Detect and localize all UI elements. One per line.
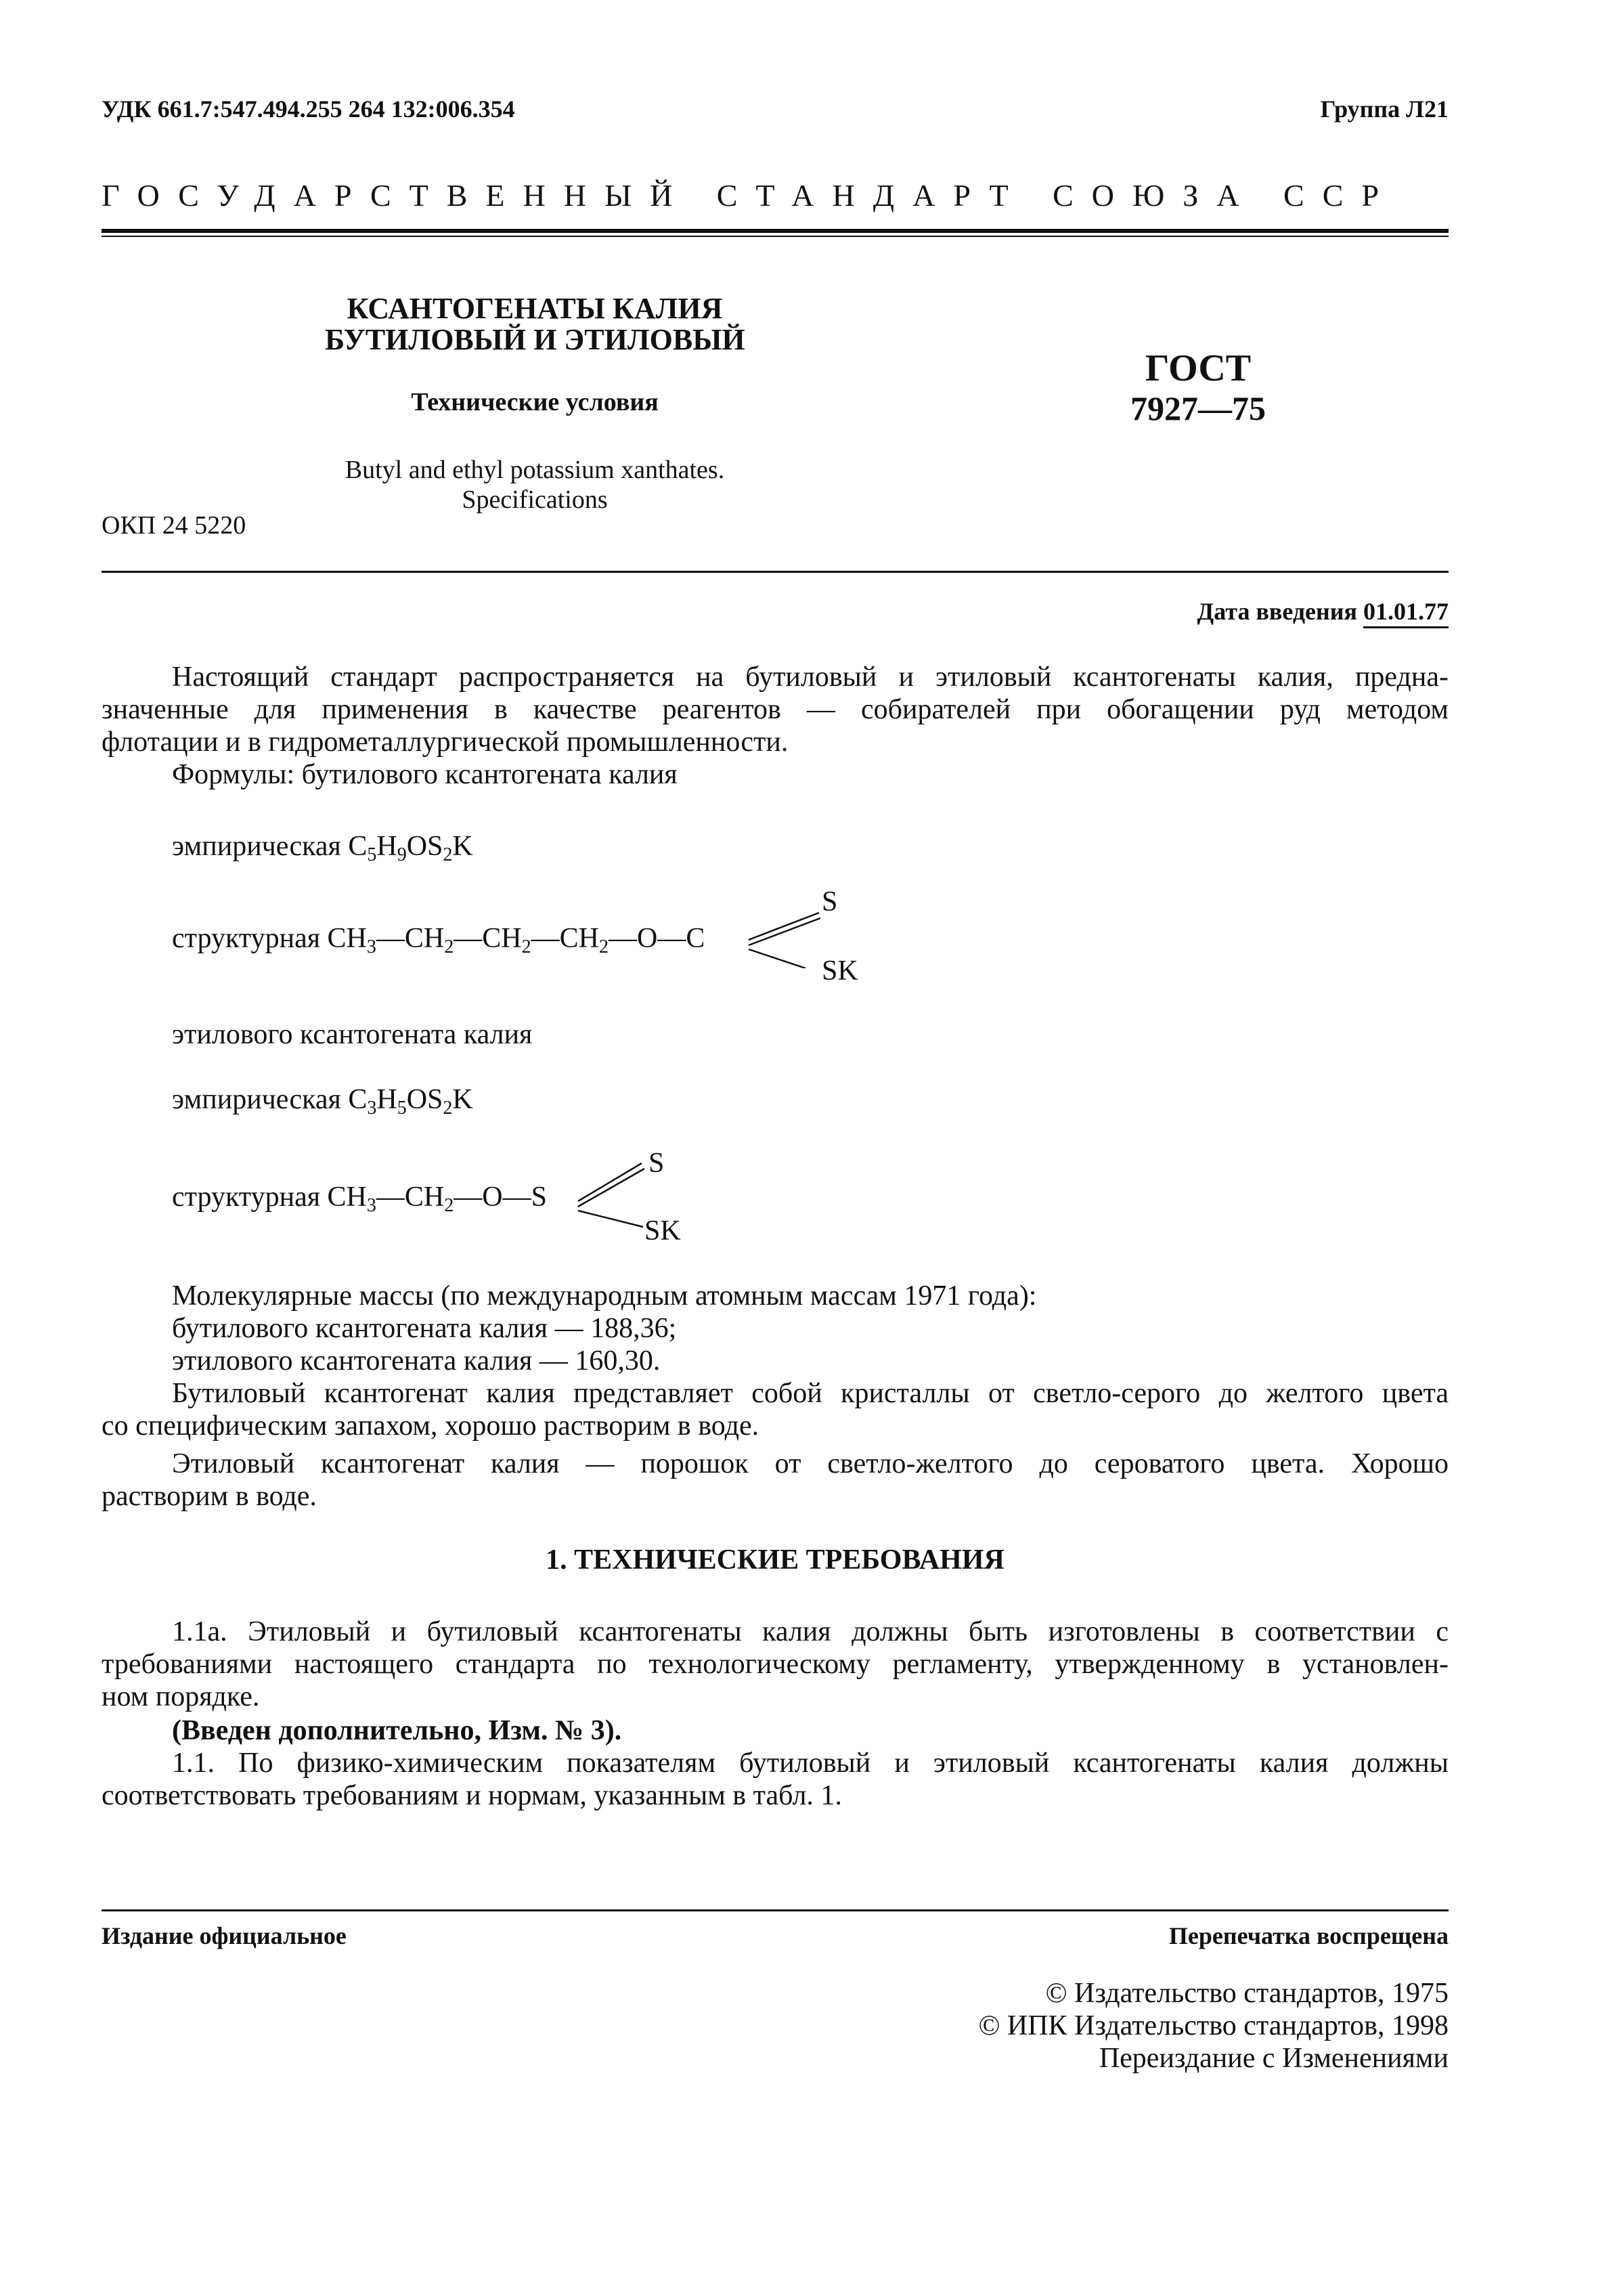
footer-reissue: Переиздание с Изменениями [1099,2043,1449,2074]
butyl-empirical [172,830,473,863]
butyl-description-1: Бутиловый ксантогенат калия представляет собой кристаллы от светло-серого до желтого цвета [172,1378,1449,1409]
section-1-1a-note: (Введен дополнительно, Изм. № 3). [172,1715,622,1746]
title-english-2: Specifications [462,485,608,514]
intro-line-1: Настоящий стандарт распространяется на бутиловый и этиловый ксантогенаты калия, предна- [172,662,1449,693]
masses-line-1: Молекулярные массы (по международным атомным массам 1971 года): [172,1280,1037,1312]
section-1-1a-line-3: ном порядке. [102,1681,260,1712]
ethyl-structural [172,1181,547,1216]
ethyl-structural-label: структурная [172,1182,321,1213]
ethyl-sk-bottom: SK [644,1215,681,1247]
title-subtitle: Технические условия [411,388,659,416]
ethyl-description-1: Этиловый ксантогенат калия — порошок от светло-желтого до сероватого цвета. Хорошо [172,1448,1449,1479]
footer-reprint: Перепечатка воспрещена [1168,1922,1449,1949]
butyl-sk-bottom: SK [822,955,858,987]
header-double-rule-bottom [102,236,1449,237]
formulas-label: Формулы: бутилового ксантогената калия [172,759,678,790]
butyl-empirical-formula: $C_5H_9OS_2K$ [348,831,473,865]
title-english-1: Butyl and ethyl potassium xanthates. [345,456,725,484]
header-double-rule-top [102,229,1449,233]
standard-banner: ГОСУДАРСТВЕННЫЙ СТАНДАРТ СОЮЗА ССР [102,178,1397,213]
section-1-1-line-2: соответствовать требованиям и нормам, указанным в табл. 1. [102,1780,842,1811]
footer-copyright-2: © ИПК Издательство стандартов, 1998 [978,2010,1449,2041]
butyl-structural [172,922,705,955]
ethyl-empirical-formula: $C_3H_5OS_2K$ [348,1084,473,1119]
footer-copyright-1: © Издательство стандартов, 1975 [1045,1978,1449,2009]
title-rule [102,571,1449,573]
masses-line-3: этилового ксантогената калия — 160,30. [172,1345,661,1377]
ethyl-empirical [172,1083,473,1119]
udk-code: УДК 661.7:547.494.255 264 132:006.354 [102,95,515,123]
date-value: 01.01.77 [1363,598,1449,628]
gost-label: ГОСТ [1145,347,1252,389]
gost-number: 7927—75 [1130,389,1266,427]
ethyl-structural-chain: $CH_3—CH_2—O—S$ [327,1182,547,1216]
masses-line-2: бутилового ксантогената калия — 188,36; [172,1313,677,1344]
date-label: Дата введения [1197,598,1357,625]
ethyl-empirical-label: эмпирическая [172,1084,341,1115]
introduction-date [1197,597,1449,626]
butyl-empirical-label: эмпирическая [172,831,341,862]
butyl-s-top: S [822,886,838,917]
section-1-heading: 1. ТЕХНИЧЕСКИЕ ТРЕБОВАНИЯ [546,1544,1005,1576]
section-1-1a-line-2: требованиями настоящего стандарта по технологическому регламенту, утвержденному в установлен- [102,1649,1449,1680]
title-line-1: КСАНТОГЕНАТЫ КАЛИЯ [347,292,723,325]
group-code: Группа Л21 [1320,95,1449,123]
intro-line-3: флотации и в гидрометаллургической промышленности. [102,727,789,758]
butyl-bond-lines [745,901,833,968]
ethyl-title: этилового ксантогената калия [172,1019,533,1050]
butyl-description-2: со специфическим запахом, хорошо растворим в воде. [102,1410,759,1442]
section-1-1-line-1: 1.1. По физико-химическим показателям бутиловый и этиловый ксантогенаты калия должны [172,1748,1449,1779]
butyl-structural-chain: $CH_3—CH_2—CH_2—CH_2—O—C$ [327,923,705,957]
ethyl-s-top: S [648,1148,665,1179]
butyl-structural-label: структурная [172,923,321,954]
title-line-2: БУТИЛОВЫЙ И ЭТИЛОВЫЙ [325,323,745,356]
okp-code: ОКП 24 5220 [102,511,246,540]
ethyl-description-2: растворим в воде. [102,1481,317,1512]
intro-line-2: значенные для применения в качестве реагентов — собирателей при обогащении руд методом [102,694,1449,725]
footer-rule [102,1909,1449,1911]
footer-official: Издание официальное [102,1922,347,1949]
section-1-1a-line-1: 1.1а. Этиловый и бутиловый ксантогенаты калия должны быть изготовлены в соответствии с [172,1616,1449,1647]
